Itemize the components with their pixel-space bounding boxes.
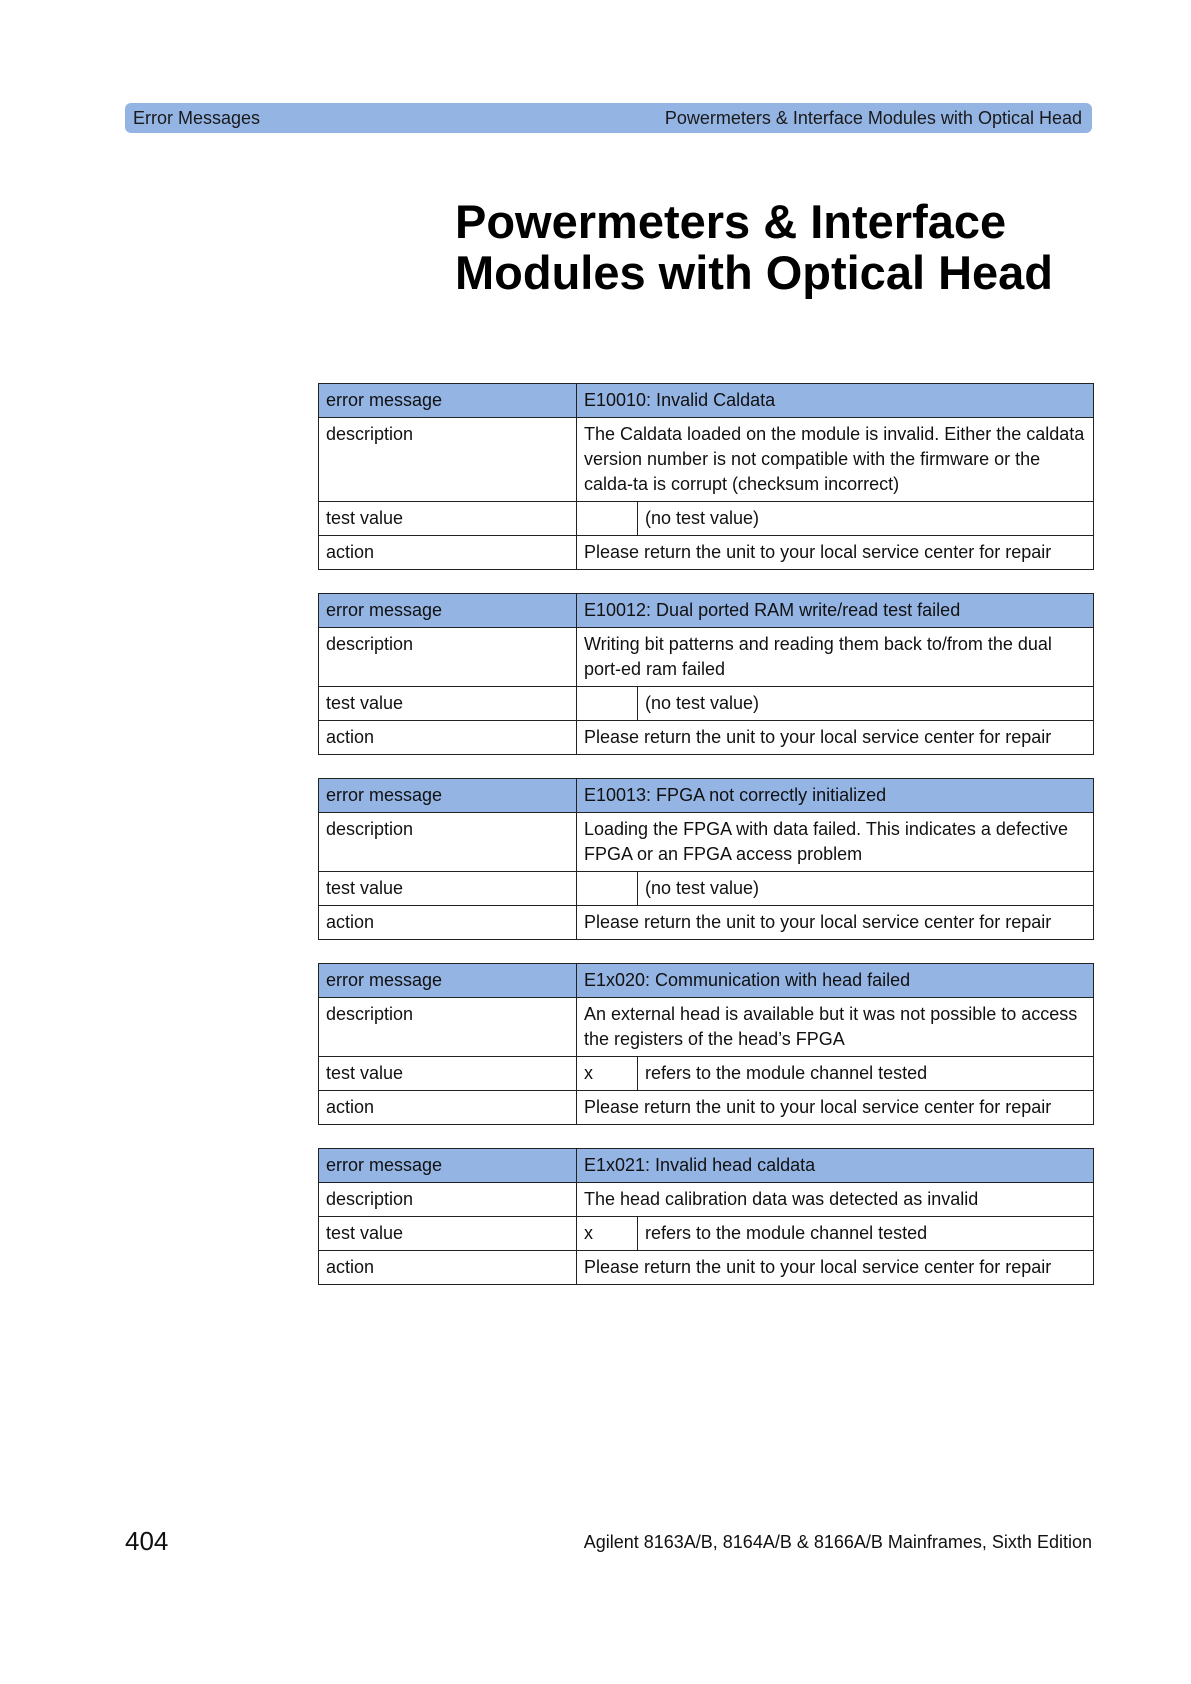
action-value: Please return the unit to your local service center for repair	[577, 721, 1094, 755]
error-message-value: E10010: Invalid Caldata	[577, 384, 1094, 418]
table-row	[319, 872, 1094, 906]
table-row	[319, 536, 1094, 570]
test-value-code: x	[577, 1217, 638, 1251]
test-value-label: test value	[319, 687, 577, 721]
description-value: An external head is available but it was not possible to access the registers of the head’s FPGA	[577, 998, 1094, 1057]
table-row	[319, 779, 1094, 813]
description-value: The head calibration data was detected as invalid	[577, 1183, 1094, 1217]
table-row	[319, 1183, 1094, 1217]
page-number: 404	[125, 1526, 169, 1556]
description-label: description	[319, 418, 577, 502]
action-value: Please return the unit to your local service center for repair	[577, 906, 1094, 940]
action-label: action	[319, 906, 577, 940]
action-value: Please return the unit to your local service center for repair	[577, 1251, 1094, 1285]
table-row	[319, 418, 1094, 502]
error-message-value: E1x021: Invalid head caldata	[577, 1149, 1094, 1183]
header-section-label: Error Messages	[133, 108, 261, 128]
description-label: description	[319, 813, 577, 872]
publication-title: Agilent 8163A/B, 8164A/B & 8166A/B Mainframes, Sixth Edition	[583, 1532, 1092, 1552]
table-row	[319, 906, 1094, 940]
error-message-value: E1x020: Communication with head failed	[577, 964, 1094, 998]
table-row	[319, 594, 1094, 628]
table-row	[319, 1251, 1094, 1285]
description-label: description	[319, 998, 577, 1057]
table-row	[319, 384, 1094, 418]
error-table-e1x020	[318, 963, 1094, 1125]
page-title	[455, 196, 1085, 298]
table-row	[319, 1057, 1094, 1091]
test-value-label: test value	[319, 1217, 577, 1251]
description-value: Writing bit patterns and reading them back to/from the dual port-ed ram failed	[577, 628, 1094, 687]
table-row	[319, 1149, 1094, 1183]
action-value: Please return the unit to your local service center for repair	[577, 1091, 1094, 1125]
error-message-label: error message	[319, 384, 577, 418]
test-value-label: test value	[319, 502, 577, 536]
test-value-text: (no test value)	[638, 872, 1094, 906]
description-value: Loading the FPGA with data failed. This indicates a defective FPGA or an FPGA access problem	[577, 813, 1094, 872]
description-label: description	[319, 628, 577, 687]
error-message-label: error message	[319, 594, 577, 628]
test-value-text: (no test value)	[638, 502, 1094, 536]
page-title-line-1: Powermeters & Interface	[455, 195, 1007, 248]
error-message-label: error message	[319, 1149, 577, 1183]
test-value-text: (no test value)	[638, 687, 1094, 721]
error-table-e10013	[318, 778, 1094, 940]
test-value-label: test value	[319, 872, 577, 906]
error-table-e10012	[318, 593, 1094, 755]
action-value: Please return the unit to your local service center for repair	[577, 536, 1094, 570]
error-table-e1x021	[318, 1148, 1094, 1285]
error-message-label: error message	[319, 964, 577, 998]
test-value-label: test value	[319, 1057, 577, 1091]
test-value-code	[577, 687, 638, 721]
running-header	[125, 103, 1092, 133]
description-label: description	[319, 1183, 577, 1217]
table-row	[319, 1217, 1094, 1251]
table-row	[319, 813, 1094, 872]
action-label: action	[319, 1251, 577, 1285]
action-label: action	[319, 721, 577, 755]
table-row	[319, 1091, 1094, 1125]
table-row	[319, 687, 1094, 721]
error-tables	[318, 383, 1093, 1308]
table-row	[319, 502, 1094, 536]
error-message-value: E10012: Dual ported RAM write/read test failed	[577, 594, 1094, 628]
test-value-code	[577, 502, 638, 536]
table-row	[319, 998, 1094, 1057]
table-row	[319, 721, 1094, 755]
header-chapter-title: Powermeters & Interface Modules with Optical Head	[664, 108, 1082, 128]
description-value: The Caldata loaded on the module is invalid. Either the caldata version number is not compatible with the firmware or the calda-ta is corrupt (checksum incorrect)	[577, 418, 1094, 502]
test-value-code: x	[577, 1057, 638, 1091]
page-title-line-2: Modules with Optical Head	[455, 246, 1054, 299]
action-label: action	[319, 1091, 577, 1125]
test-value-code	[577, 872, 638, 906]
error-message-value: E10013: FPGA not correctly initialized	[577, 779, 1094, 813]
table-row	[319, 964, 1094, 998]
action-label: action	[319, 536, 577, 570]
error-table-e10010	[318, 383, 1094, 570]
table-row	[319, 628, 1094, 687]
test-value-text: refers to the module channel tested	[638, 1057, 1094, 1091]
test-value-text: refers to the module channel tested	[638, 1217, 1094, 1251]
error-message-label: error message	[319, 779, 577, 813]
